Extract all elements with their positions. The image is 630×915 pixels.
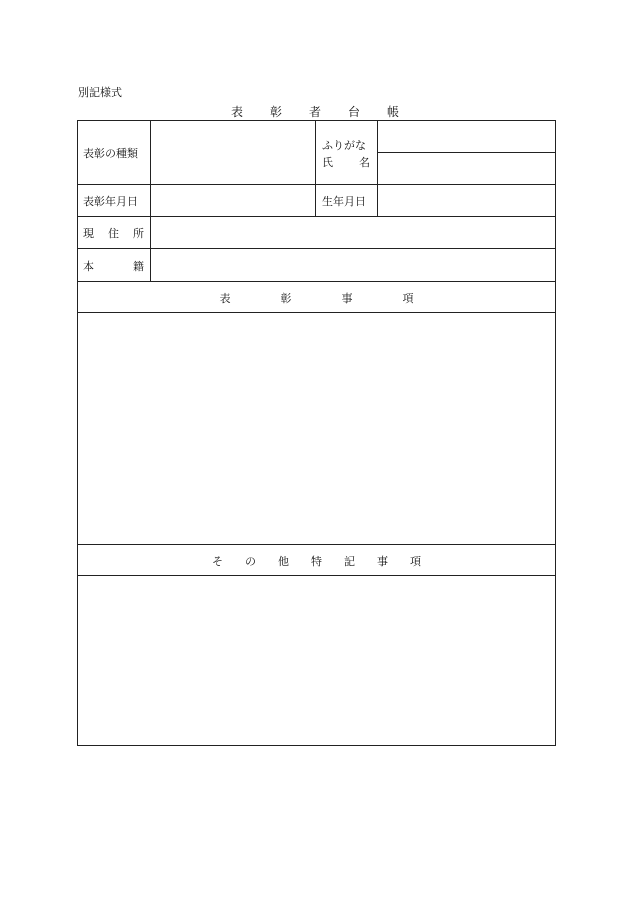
name-label-part2: 名 — [359, 156, 370, 169]
name-label-part1: 氏 — [322, 156, 333, 169]
award-date-label: 表彰年月日 — [83, 195, 138, 208]
form-label: 別記様式 — [78, 86, 122, 99]
award-type-label: 表彰の種類 — [83, 147, 138, 160]
domicile-label — [83, 258, 144, 274]
domicile-label-part2: 籍 — [133, 260, 144, 273]
award-items-title: 表彰事項 — [219, 292, 464, 305]
award-items-field[interactable] — [78, 313, 555, 544]
other-notes-title: その他特記事項 — [212, 555, 443, 568]
address-label-part1: 現 — [83, 227, 94, 240]
address-label-part2: 住 — [108, 227, 119, 240]
birth-date-field[interactable] — [378, 185, 555, 216]
rule-row4-bottom — [77, 281, 556, 282]
rule-award-body-bottom — [77, 544, 556, 545]
birth-date-label: 生年月日 — [322, 195, 366, 208]
name-label — [322, 154, 370, 170]
rule-middle-column — [315, 120, 316, 216]
furigana-field[interactable] — [378, 121, 555, 152]
name-field[interactable] — [378, 153, 555, 184]
address-label-part3: 所 — [133, 227, 144, 240]
address-field[interactable] — [151, 217, 555, 248]
furigana-label: ふりがな — [322, 139, 366, 152]
address-label — [83, 225, 144, 241]
award-type-field[interactable] — [151, 121, 315, 184]
form-title: 表彰者台帳 — [230, 105, 426, 119]
award-date-field[interactable] — [151, 185, 315, 216]
other-notes-field[interactable] — [78, 576, 555, 745]
domicile-field[interactable] — [151, 249, 555, 281]
domicile-label-part1: 本 — [83, 260, 94, 273]
